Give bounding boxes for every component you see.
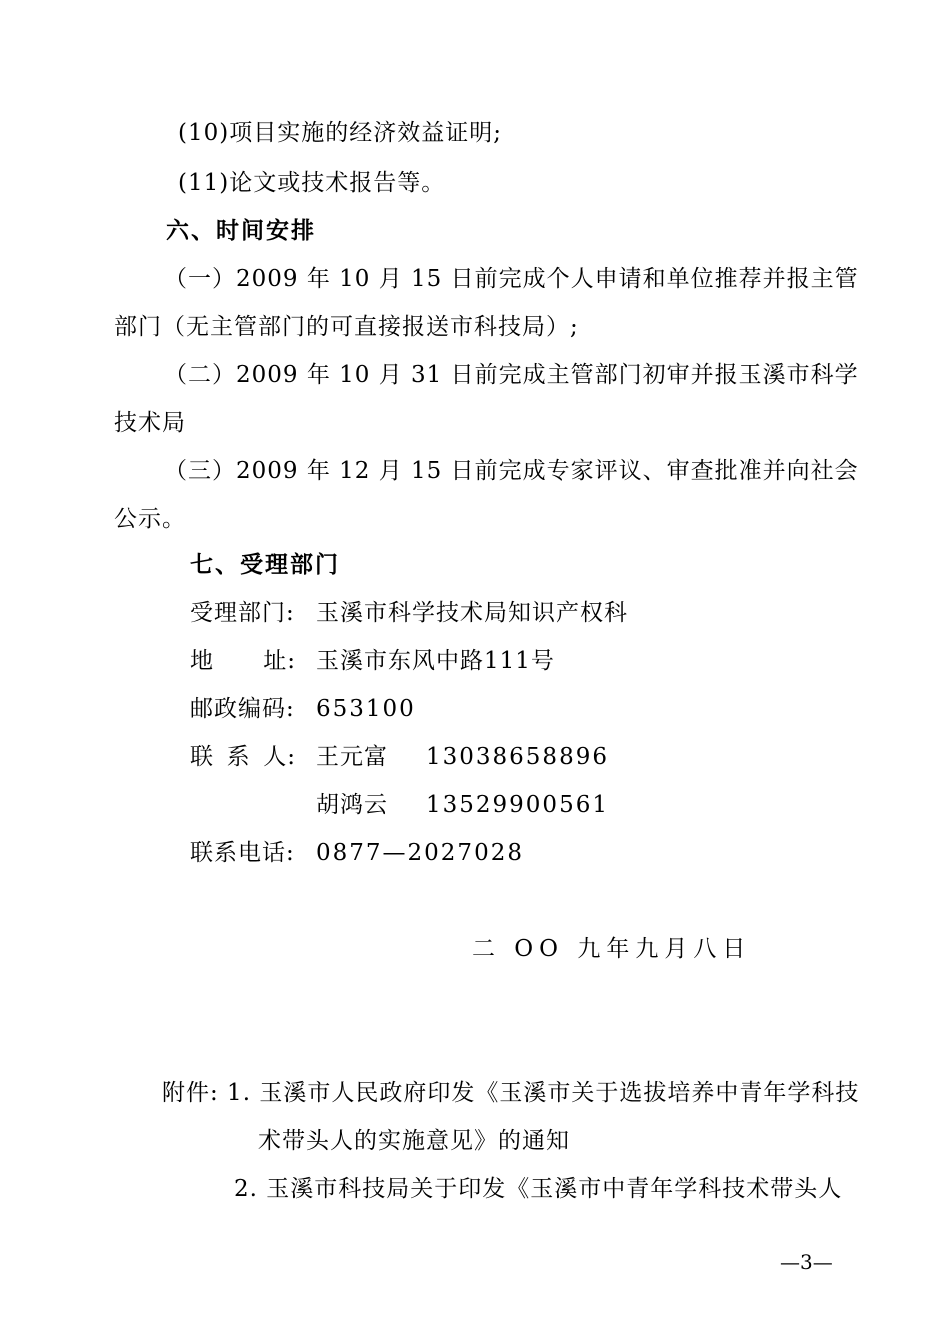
dept-label: 受理部门: — [190, 600, 295, 626]
schedule-item-3-line-1: （三）2009 年 12 月 15 日前完成专家评议、审查批准并向社会 — [164, 458, 859, 484]
contact-1-phone: 13038658896 — [426, 744, 609, 770]
contact-label — [190, 742, 296, 772]
contact-1-name: 王元富 — [316, 744, 388, 770]
contact-2-name: 胡鸿云 — [316, 792, 388, 818]
item-10: (10)项目实施的经济效益证明; — [178, 120, 502, 146]
schedule-item-3-line-2: 公示。 — [114, 506, 186, 532]
contact-row-2 — [316, 790, 609, 820]
tel-value: 0877—2027028 — [316, 840, 524, 866]
postal-row — [190, 694, 416, 724]
attachment-1-line-1: 附件: 1. 玉溪市人民政府印发《玉溪市关于选拔培养中青年学科技 — [162, 1080, 860, 1106]
postal-value: 653100 — [316, 696, 416, 722]
address-label-part-2: 址: — [263, 648, 296, 674]
postal-label: 邮政编码: — [190, 696, 295, 722]
address-value: 玉溪市东风中路111号 — [316, 648, 555, 674]
tel-label: 联系电话: — [190, 840, 295, 866]
contact-row-1 — [190, 742, 609, 772]
tel-row — [190, 838, 524, 868]
attachment-1-line-2: 术带头人的实施意见》的通知 — [258, 1128, 570, 1154]
contact-label-part-3: 人: — [263, 744, 296, 770]
dept-value: 玉溪市科学技术局知识产权科 — [316, 600, 628, 626]
dept-row — [190, 598, 628, 628]
signature-date: 二 OO 九年九月八日 — [472, 936, 752, 962]
section-7-heading: 七、受理部门 — [190, 552, 340, 578]
contact-label-part-1: 联 — [190, 744, 214, 770]
schedule-item-1-line-2: 部门（无主管部门的可直接报送市科技局）; — [114, 314, 579, 340]
item-11: (11)论文或技术报告等。 — [178, 170, 446, 196]
address-row — [190, 646, 555, 676]
schedule-item-1-line-1: （一）2009 年 10 月 15 日前完成个人申请和单位推荐并报主管 — [164, 266, 859, 292]
schedule-item-2-line-2: 技术局 — [114, 410, 186, 436]
contact-2-phone: 13529900561 — [426, 792, 609, 818]
page-number: —3— — [780, 1250, 833, 1274]
schedule-item-2-line-1: （二）2009 年 10 月 31 日前完成主管部门初审并报玉溪市科学 — [164, 362, 859, 388]
address-label-part-1: 地 — [190, 648, 214, 674]
section-6-heading: 六、时间安排 — [166, 218, 316, 244]
contact-label-part-2: 系 — [226, 744, 251, 770]
address-label — [190, 646, 296, 676]
attachment-2-line-1: 2. 玉溪市科技局关于印发《玉溪市中青年学科技术带头人 — [234, 1176, 843, 1202]
